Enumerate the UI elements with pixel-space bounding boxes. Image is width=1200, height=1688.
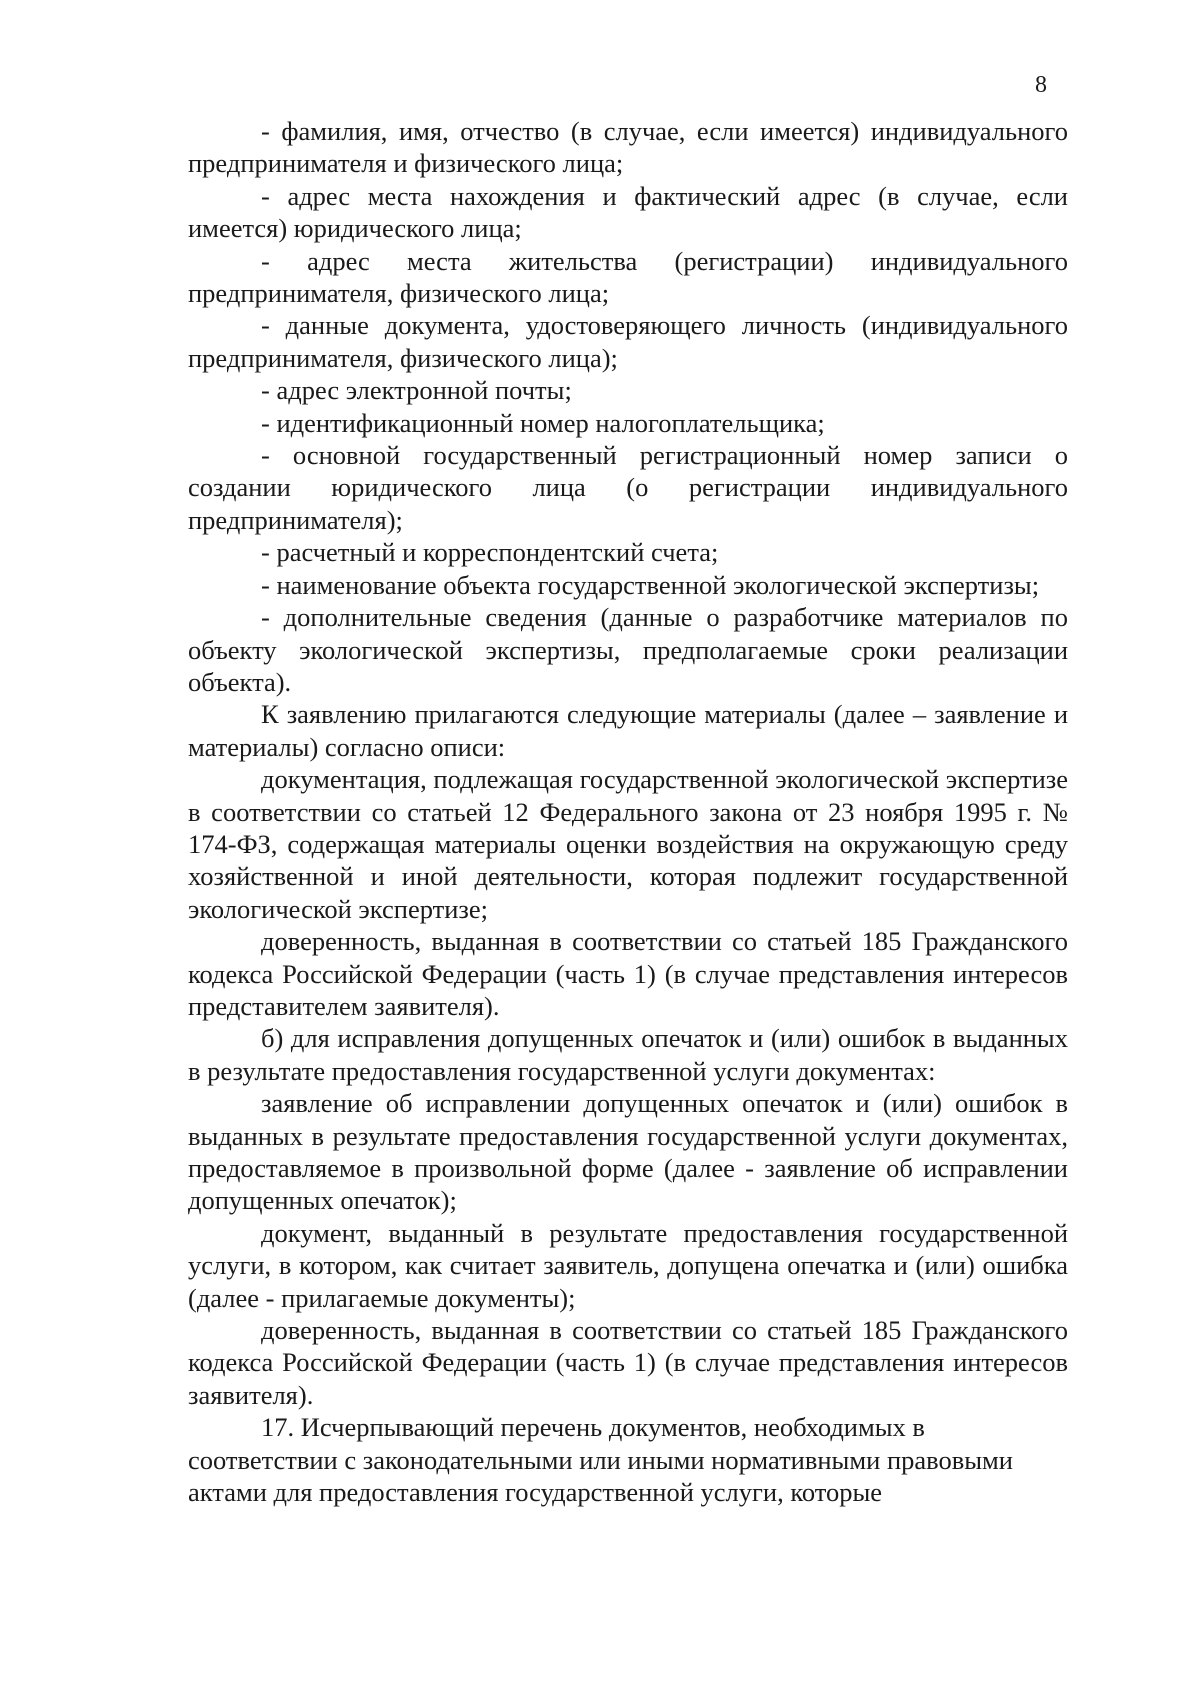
paragraph-identity-document: - данные документа, удостоверяющего личность (индивидуального предпринимателя, физического лица); — [188, 310, 1068, 373]
paragraph-email: - адрес электронной почты; — [261, 375, 572, 406]
page-number: 8 — [1035, 72, 1047, 98]
paragraph-documentation: документация, подлежащая государственной экологической экспертизе в соответствии со статьей 12 Федерального закона от 23 ноября 1995 г. № 174-ФЗ, содержащая материалы оценки воздействия на окружающую среду хозяйственной и иной деятельности, которая подлежит государственной экологической экспертизе; — [188, 764, 1068, 924]
paragraph-power-of-attorney-2: доверенность, выданная в соответствии со статьей 185 Гражданского кодекса Российской Федерации (часть 1) (в случае представления интересов заявителя). — [188, 1315, 1068, 1410]
paragraph-issued-document: документ, выданный в результате предоставления государственной услуги, в котором, как считает заявитель, допущена опечатка и (или) ошибка (далее - прилагаемые документы); — [188, 1217, 1068, 1313]
paragraph-legal-address: - адрес места нахождения и фактический адрес (в случае, если имеется) юридического лица; — [188, 180, 1068, 244]
paragraph-accounts: - расчетный и корреспондентский счета; — [261, 537, 719, 568]
document-body — [188, 115, 1068, 1508]
paragraph-item-17: 17. Исчерпывающий перечень документов, необходимых в соответствии с законодательными или иными нормативными правовыми актами для предоставления государственной услуги, которые — [188, 1412, 1013, 1508]
paragraph-power-of-attorney: доверенность, выданная в соответствии со статьей 185 Гражданского кодекса Российской Федерации (часть 1) (в случае представления интересов представителем заявителя). — [188, 926, 1068, 1021]
paragraph-full-name: - фамилия, имя, отчество (в случае, если имеется) индивидуального предпринимателя и физического лица; — [188, 116, 1068, 179]
paragraph-residence-address: - адрес места жительства (регистрации) индивидуального предпринимателя, физического лица; — [188, 245, 1068, 309]
paragraph-correction-section: б) для исправления допущенных опечаток и (или) ошибок в выданных в результате предоставления государственной услуги документах: — [188, 1023, 1068, 1086]
paragraph-attached-materials: К заявлению прилагаются следующие материалы (далее – заявление и материалы) согласно описи: — [188, 699, 1068, 762]
paragraph-inn: - идентификационный номер налогоплательщика; — [261, 407, 825, 438]
paragraph-ogrn: - основной государственный регистрационный номер записи о создании юридического лица (о регистрации индивидуального предпринимателя); — [188, 440, 1068, 535]
paragraph-additional-info: - дополнительные сведения (данные о разработчике материалов по объекту экологической экспертизы, предполагаемые сроки реализации объекта). — [188, 602, 1068, 697]
paragraph-correction-application: заявление об исправлении допущенных опечаток и (или) ошибок в выданных в результате предоставления государственной услуги документах, предоставляемое в произвольной форме (далее - заявление об исправлении допущенных опечаток); — [188, 1088, 1068, 1216]
paragraph-object-name: - наименование объекта государственной экологической экспертизы; — [261, 569, 1040, 600]
